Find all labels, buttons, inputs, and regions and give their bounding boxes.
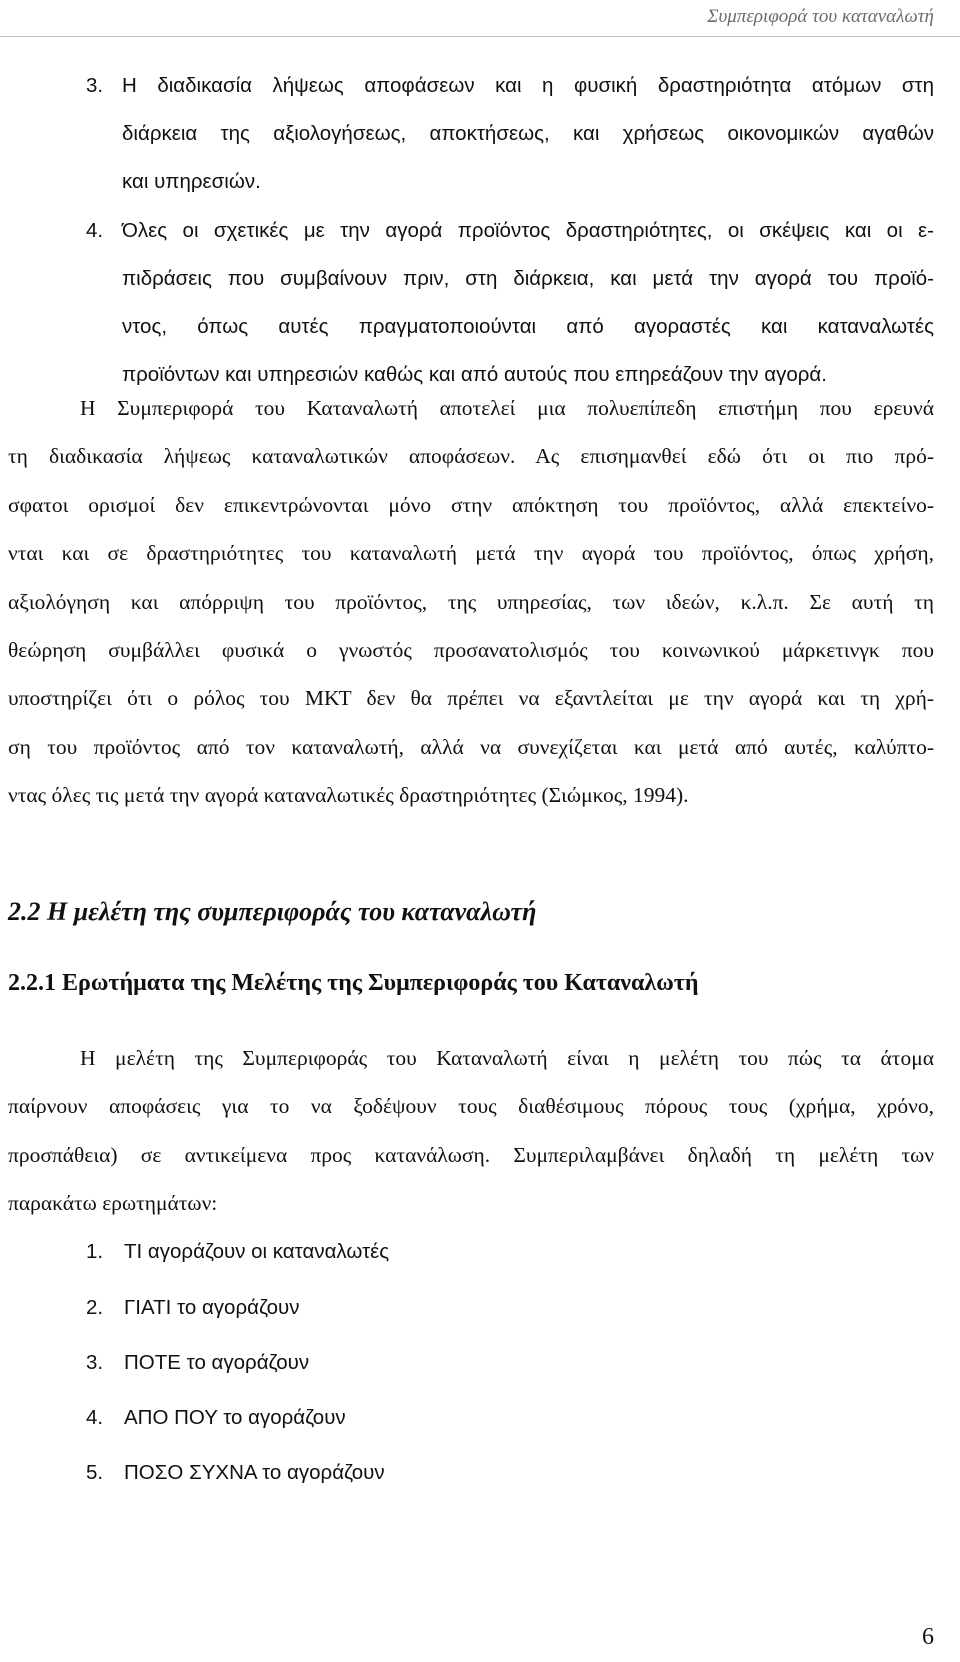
text-line: θεώρηση συμβάλλει φυσικά ο γνωστός προσανατολισμός του κοινωνικού μάρκετινγκ που [8,637,934,662]
list-item-text: ΤΙ αγοράζουν οι καταναλωτές [124,1240,390,1263]
list-item-number: 2. [86,1296,104,1319]
section-heading: 2.2 Η μελέτη της συμπεριφοράς του καταναλωτή [8,897,537,926]
definition-number: 4. [86,219,104,242]
text-line: Η μελέτη της Συμπεριφοράς του Καταναλωτή είναι η μελέτη του πώς τα άτομα [80,1046,934,1070]
list-item-number: 5. [86,1461,104,1484]
text-line: υποστηρίζει ότι ο ρόλος του ΜΚΤ δεν θα πρέπει να εξαντλείται με την αγορά και τη χρή- [8,686,934,711]
text-line: νται και σε δραστηριότητες του καταναλωτή μετά την αγορά του προϊόντος, όπως χρήση, [8,541,934,566]
text-line: Η Συμπεριφορά του Καταναλωτή αποτελεί μια πολυεπίπεδη επιστήμη που ερευνά [80,396,934,420]
text-line: ντος, όπως αυτές πραγματοποιούνται από αγοραστές και καταναλωτές [122,315,934,338]
list-item-text: ΓΙΑΤΙ το αγοράζουν [124,1296,300,1319]
list-item [0,1293,960,1333]
text-line: Όλες οι σχετικές με την αγορά προϊόντος δραστηριότητες, οι σκέψεις και οι ε- [122,219,934,242]
header-rule [0,36,960,37]
text-line: διάρκεια της αξιολογήσεως, αποκτήσεως, και χρήσεως οικονομικών αγαθών [122,122,934,145]
text-line: προσπάθεια) σε αντικείμενα προς κατανάλωση. Συμπεριλαμβάνει δηλαδή τη μελέτη των [8,1142,934,1167]
text-line: τη διαδικασία λήψεως καταναλωτικών αποφάσεων. Ας επισημανθεί εδώ ότι οι πιο πρό- [8,444,934,469]
text-line: σφατοι ορισμοί δεν επικεντρώνονται μόνο στην απόκτηση του προϊόντος, αλλά επεκτείνο- [8,492,934,517]
text-line: παρακάτω ερωτημάτων: [8,1191,218,1216]
text-line: προϊόντων και υπηρεσιών καθώς και από αυτούς που επηρεάζουν την αγορά. [122,363,827,386]
definition-text [122,207,934,399]
text-line: αξιολόγηση και απόρριψη του προϊόντος, της υπηρεσίας, των ιδεών, κ.λ.π. Σε αυτή τη [8,589,934,614]
text-line: Η διαδικασία λήψεως αποφάσεων και η φυσική δραστηριότητα ατόμων στη [122,74,934,97]
list-item [0,1403,960,1443]
list-item-number: 4. [86,1406,104,1429]
list-item-text: ΠΟΣΟ ΣΥΧΝΑ το αγοράζουν [124,1461,385,1484]
definition-number: 3. [86,74,104,97]
body-paragraph [8,384,934,820]
running-header: Συμπεριφορά του καταναλωτή [707,6,934,27]
list-item [0,1458,960,1498]
definition-text [122,62,934,206]
list-item-text: ΑΠΟ ΠΟΥ το αγοράζουν [124,1406,346,1429]
text-line: παίρνουν αποφάσεις για το να ξοδέψουν τους διαθέσιμους πόρους τους (χρήμα, χρόνο, [8,1094,934,1119]
text-line: ση του προϊόντος από τον καταναλωτή, αλλά να συνεχίζεται και μετά από αυτές, καλύπτο- [8,734,934,759]
text-line: πιδράσεις που συμβαίνουν πριν, στη διάρκεια, και μετά την αγορά του προϊό- [122,267,934,290]
body-paragraph [8,1034,934,1228]
list-item-number: 3. [86,1351,104,1374]
list-item-number: 1. [86,1240,104,1263]
list-item [0,1237,960,1277]
text-line: ντας όλες τις μετά την αγορά καταναλωτικές δραστηριότητες (Σιώμκος, 1994). [8,783,689,808]
subsection-heading: 2.2.1 Ερωτήματα της Μελέτης της Συμπεριφοράς του Καταναλωτή [8,970,699,996]
list-item [0,1348,960,1388]
text-line: και υπηρεσιών. [122,170,261,193]
list-item-text: ΠΟΤΕ το αγοράζουν [124,1351,310,1374]
page-number: 6 [922,1624,934,1650]
